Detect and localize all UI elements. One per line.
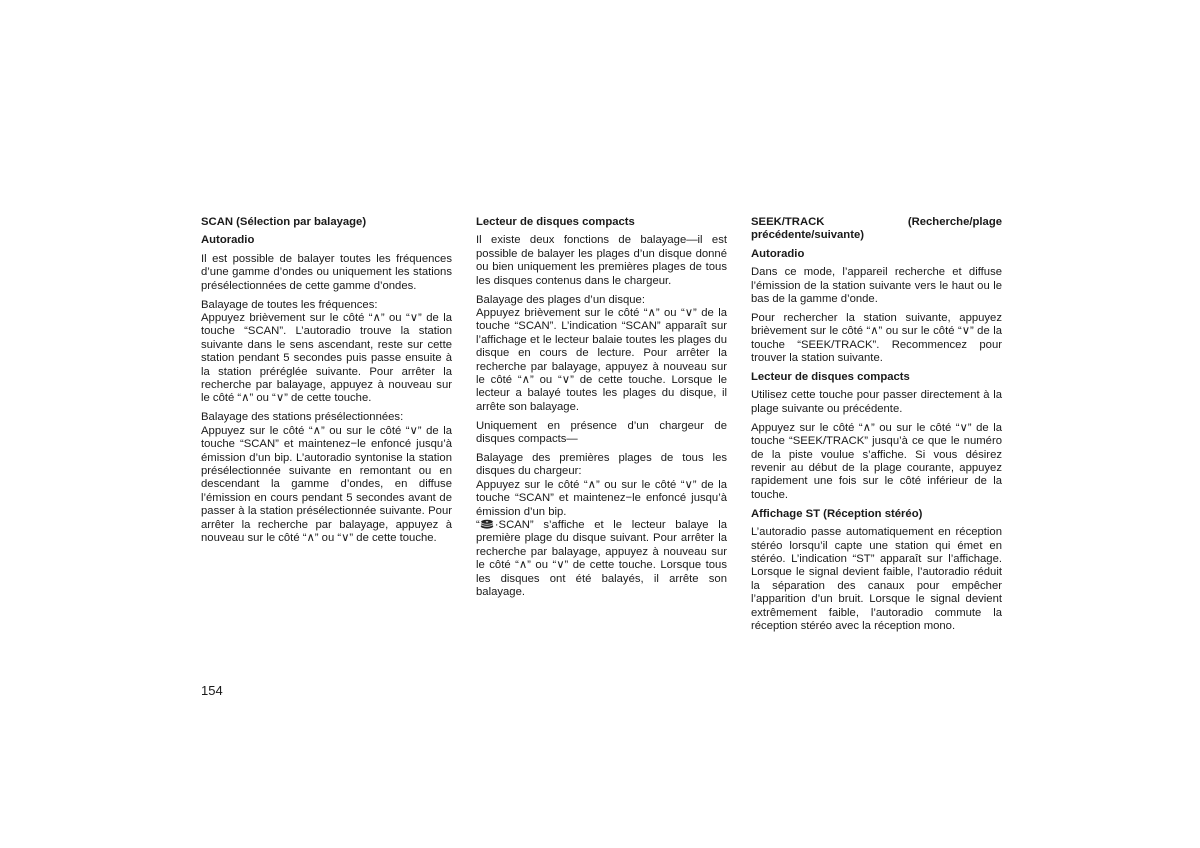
paragraph xyxy=(201,411,452,545)
paragraph-body: Appuyez brièvement sur le côté “∧” ou “∨” de la touche “SCAN”. L’indication “SCAN” apparaît sur l’affichage et le lecteur balaie toutes les plages du disque en cours de lecture. Pour arrêter la recherche par balayage, appuyez à nouveau sur le côté “∧” ou “∨” de cette touche. Lorsque le lecteur a balayé toutes les plages du disque, il arrête son balayage. xyxy=(476,306,727,413)
paragraph: Appuyez sur le côté “∧” ou sur le côté “∨” de la touche “SEEK/TRACK” jusqu’à ce que le numéro de la piste voulue s’affiche. Si vous désirez revenir au début de la plage courante, appuyez rapidement une fois sur le côté inférieur de la touche. xyxy=(751,421,1002,501)
disc-stack-icon xyxy=(480,519,494,529)
paragraph: Pour rechercher la station suivante, appuyez brièvement sur le côté “∧” ou sur le côté “∨” de la touche “SEEK/TRACK”. Recommencez pour trouver la station suivante. xyxy=(751,311,1002,365)
paragraph: L’autoradio passe automatiquement en réception stéréo lorsqu’il capte une station qui émet en stéréo. L’indication “ST” apparaît sur l’affichage. Lorsque le signal devient faible, l’autoradio réduit la séparation des canaux pour empêcher l’apparition d’un bruit. Lorsque le signal devient extrêmement faible, l’autoradio commute la réception stéréo avec la réception mono. xyxy=(751,526,1002,632)
paragraph-title: Balayage des premières plages de tous les disques du chargeur: xyxy=(476,452,727,478)
subheading-autoradio: Autoradio xyxy=(751,247,805,260)
section-heading-cd: Lecteur de disques compacts xyxy=(476,216,635,228)
subheading-cd: Lecteur de disques compacts xyxy=(751,371,910,384)
section-heading-seek-track: SEEK/TRACK (Recherche/plage précédente/suivante) xyxy=(751,216,1002,242)
page-number: 154 xyxy=(201,683,223,698)
paragraph: Il existe deux fonctions de balayage—il est possible de balayer les plages d’un disque donné ou bien uniquement les premières plages de tous les disques contenus dans le chargeur. xyxy=(476,234,727,287)
paragraph: Utilisez cette touche pour passer directement à la plage suivante ou précédente. xyxy=(751,389,1002,415)
paragraph xyxy=(476,452,727,599)
paragraph xyxy=(476,294,727,415)
quote-open: “ xyxy=(476,519,480,532)
paragraph-body: Appuyez brièvement sur le côté “∧” ou “∨” de la touche “SCAN”. L’autoradio trouve la station suivante dans le sens ascendant, reste sur cette station pendant 5 secondes puis passe ensuite à la station préréglée suivante. Pour arrêter la recherche par balayage, appuyez à nouveau sur le côté “∧” ou “∨” de cette touche. xyxy=(201,311,452,405)
subheading-autoradio: Autoradio xyxy=(201,234,255,247)
column-middle xyxy=(476,216,727,605)
paragraph-title: Balayage des stations présélectionnées: xyxy=(201,411,404,424)
paragraph: Il est possible de balayer toutes les fréquences d’une gamme d’ondes ou uniquement les stations présélectionnées de cette gamme d’ondes. xyxy=(201,252,452,292)
column-right xyxy=(751,216,1002,639)
paragraph-title: Balayage de toutes les fréquences: xyxy=(201,298,378,311)
section-heading-scan: SCAN (Sélection par balayage) xyxy=(201,216,367,228)
paragraph-body: Appuyez sur le côté “∧” ou sur le côté “∨” de la touche “SCAN” et maintenez−le enfoncé jusqu’à émission d’un bip. L’autoradio syntonise la station présélectionnée suivante en remontant ou en descendant la gamme d’ondes, en diffuse l’émission en cours pendant 5 secondes avant de passer à la station présélectionnée suivante. Pour arrêter la recherche par balayage, appuyez à nouveau sur le côté “∧” ou “∨” de cette touche. xyxy=(201,424,452,544)
paragraph: Dans ce mode, l’appareil recherche et diffuse l’émission de la station suivante vers le haut ou le bas de la gamme d’onde. xyxy=(751,266,1002,306)
paragraph-body: Appuyez sur le côté “∧” ou sur le côté “∨” de la touche “SCAN” et maintenez−le enfoncé jusqu’à émission d’un bip. xyxy=(476,478,727,518)
subheading-stereo: Affichage ST (Réception stéréo) xyxy=(751,507,923,520)
paragraph: Uniquement en présence d’un chargeur de disques compacts— xyxy=(476,419,727,446)
paragraph-title: Balayage des plages d’un disque: xyxy=(476,293,645,306)
paragraph-body: ·SCAN” s’affiche et le lecteur balaye la première plage du disque suivant. Pour arrêter la recherche par balayage, appuyez à nouveau sur le côté “∧” ou “∨” de cette touche. Lorsque tous les disques ont été balayés, il arrête son balayage. xyxy=(476,519,727,599)
paragraph xyxy=(201,299,452,406)
column-left xyxy=(201,216,452,551)
